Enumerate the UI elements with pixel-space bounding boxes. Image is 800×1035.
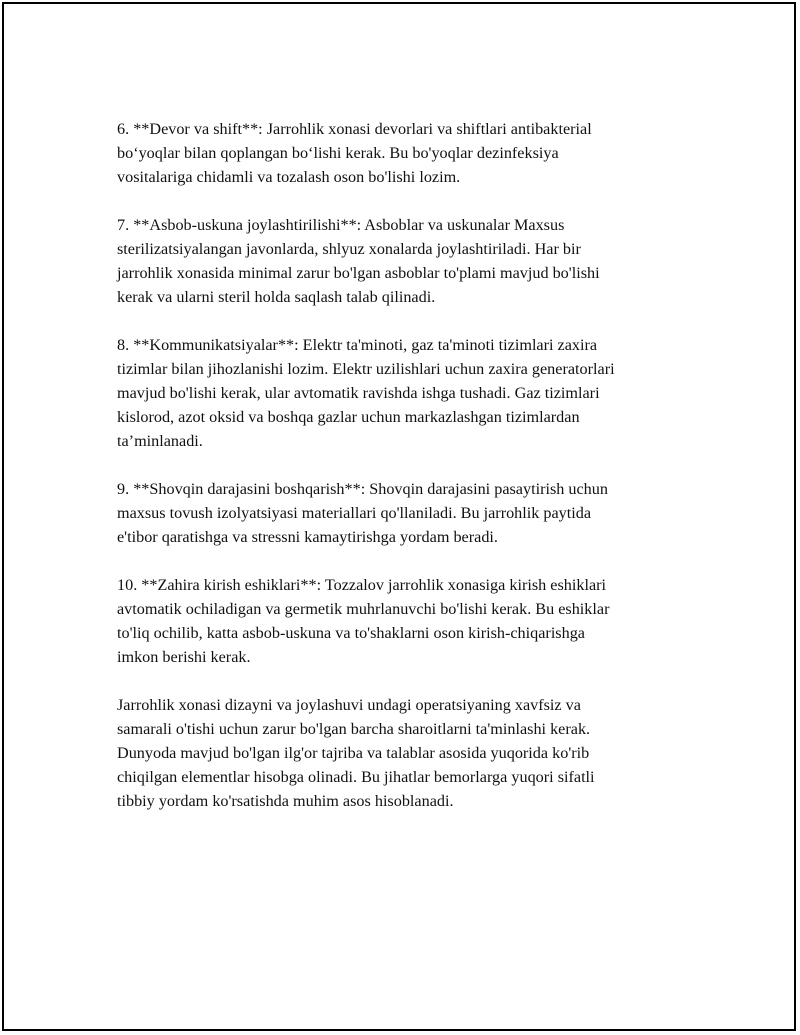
- paragraph-emergency-doors: 10. **Zahira kirish eshiklari**: Tozzalov jarrohlik xonasiga kirish eshiklari avtomatik ochiladigan va germetik muhrlanuvchi bo'lishi kerak. Bu eshiklar to'liq ochilib, katta asbob-uskuna va to'shaklarni oson kirish-chiqarishga imkon berishi kerak.: [117, 576, 610, 666]
- paragraph-equipment-placement: 7. **Asbob-uskuna joylashtirilishi**: Asboblar va uskunalar Maxsus sterilizatsiyalangan javonlarda, shlyuz xonalarda joylashtiriladi. Har bir jarrohlik xonasida minimal zarur bo'lgan asboblar to'plami mavjud bo'lishi kerak va ularni steril holda saqlash talab qilinadi.: [117, 216, 600, 306]
- paragraph-wall-and-ceiling: 6. **Devor va shift**: Jarrohlik xonasi devorlari va shiftlari antibakterial bo‘yoqlar bilan qoplangan bo‘lishi kerak. Bu bo'yoqlar dezinfeksiya vositalariga chidamli va tozalash oson bo'lishi lozim.: [117, 120, 592, 186]
- paragraph-conclusion: Jarrohlik xonasi dizayni va joylashuvi undagi operatsiyaning xavfsiz va samarali o'tishi uchun zarur bo'lgan barcha sharoitlarni ta'minlashi kerak. Dunyoda mavjud bo'lgan ilg'or tajriba va talablar asosida yuqorida ko'rib chiqilgan elementlar hisobga olinadi. Bu jihatlar bemorlarga yuqori sifatli tibbiy yordam ko'rsatishda muhim asos hisoblanadi.: [117, 696, 595, 810]
- paragraph-noise-control: 9. **Shovqin darajasini boshqarish**: Shovqin darajasini pasaytirish uchun maxsus tovush izolyatsiyasi materiallari qo'llaniladi. Bu jarrohlik paytida e'tibor qaratishga va stressni kamaytirishga yordam beradi.: [117, 480, 608, 546]
- paragraph-communications: 8. **Kommunikatsiyalar**: Elektr ta'minoti, gaz ta'minoti tizimlari zaxira tizimlar bilan jihozlanishi lozim. Elektr uzilishlari uchun zaxira generatorlari mavjud bo'lishi kerak, ular avtomatik ravishda ishga tushadi. Gaz tizimlari kislorod, azot oksid va boshqa gazlar uchun markazlashgan tizimlardan ta’minlanadi.: [117, 336, 615, 450]
- document-body: [117, 117, 687, 837]
